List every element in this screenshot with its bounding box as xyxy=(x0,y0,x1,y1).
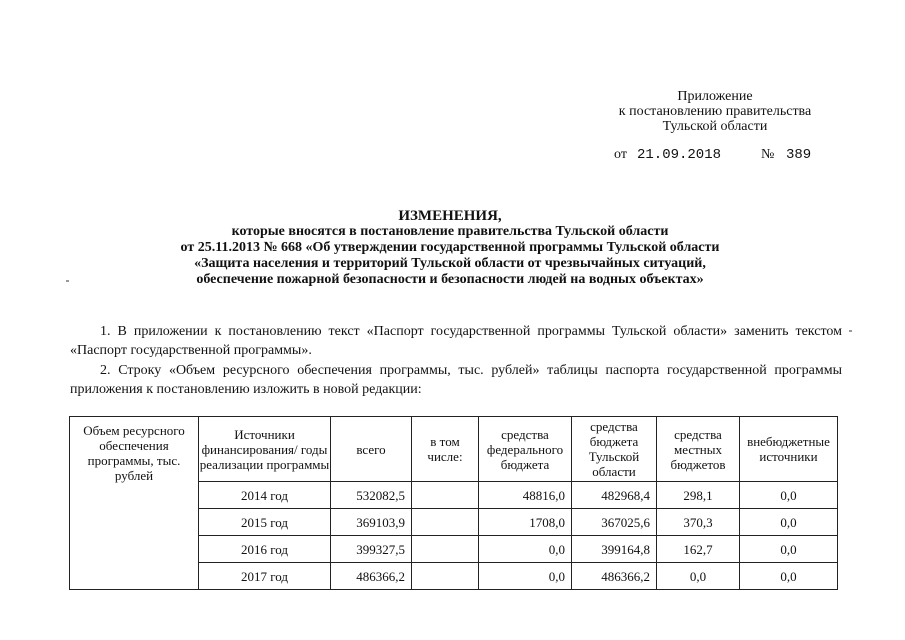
decree-number: 389 xyxy=(786,147,812,163)
row-label-cell: Объем ресурсного обеспечения программы, тыс. рублей xyxy=(70,417,199,590)
local-cell: 298,1 xyxy=(657,482,740,509)
regional-cell: 367025,6 xyxy=(572,509,657,536)
header-sources: Источники финансирования/ годы реализации программы xyxy=(199,417,331,482)
scan-speck xyxy=(66,280,69,282)
regional-cell: 482968,4 xyxy=(572,482,657,509)
federal-cell: 1708,0 xyxy=(479,509,572,536)
appendix-line-3: Тульской области xyxy=(662,119,768,134)
document-heading xyxy=(120,208,780,288)
header-including: в том числе: xyxy=(412,417,479,482)
header-regional: средства бюджета Тульской области xyxy=(572,417,657,482)
header-local: средства местных бюджетов xyxy=(657,417,740,482)
local-cell: 162,7 xyxy=(657,536,740,563)
local-cell: 370,3 xyxy=(657,509,740,536)
financing-table xyxy=(69,416,838,590)
year-cell: 2014 год xyxy=(199,482,331,509)
federal-cell: 0,0 xyxy=(479,536,572,563)
federal-cell: 48816,0 xyxy=(479,482,572,509)
federal-cell: 0,0 xyxy=(479,563,572,590)
paragraph-2 xyxy=(70,361,842,399)
regional-cell: 486366,2 xyxy=(572,563,657,590)
year-cell: 2015 год xyxy=(199,509,331,536)
heading-line-2: от 25.11.2013 № 668 «Об утверждении государственной программы Тульской области xyxy=(180,240,720,255)
including-cell xyxy=(412,536,479,563)
total-cell: 399327,5 xyxy=(331,536,412,563)
header-total: всего xyxy=(331,417,412,482)
heading-line-3: «Защита населения и территорий Тульской области от чрезвычайных ситуаций, xyxy=(194,256,706,271)
heading-line-4: обеспечение пожарной безопасности и безопасности людей на водных объектах» xyxy=(196,272,704,287)
paragraph-1 xyxy=(70,322,842,360)
paragraph-1-text: 1. В приложении к постановлению текст «Паспорт государственной программы Тульской области» заменить текстом «Паспорт государственной программы». xyxy=(70,324,842,358)
decree-date-label: от xyxy=(614,147,627,162)
scan-speck xyxy=(849,330,852,332)
total-cell: 486366,2 xyxy=(331,563,412,590)
header-federal: средства федерального бюджета xyxy=(479,417,572,482)
appendix-title: Приложение xyxy=(677,89,753,104)
extrabudget-cell: 0,0 xyxy=(740,509,838,536)
year-cell: 2016 год xyxy=(199,536,331,563)
paragraph-2-text: 2. Строку «Объем ресурсного обеспечения программы, тыс. рублей» таблицы паспорта государственной программы приложения к постановлению изложить в новой редакции: xyxy=(70,363,842,397)
total-cell: 369103,9 xyxy=(331,509,412,536)
including-cell xyxy=(412,482,479,509)
extrabudget-cell: 0,0 xyxy=(740,536,838,563)
regional-cell: 399164,8 xyxy=(572,536,657,563)
appendix-line-2: к постановлению правительства xyxy=(618,104,812,119)
extrabudget-cell: 0,0 xyxy=(740,563,838,590)
decree-number-label: № xyxy=(761,147,775,162)
total-cell: 532082,5 xyxy=(331,482,412,509)
decree-date: 21.09.2018 xyxy=(637,147,722,163)
local-cell: 0,0 xyxy=(657,563,740,590)
year-cell: 2017 год xyxy=(199,563,331,590)
including-cell xyxy=(412,509,479,536)
including-cell xyxy=(412,563,479,590)
heading-line-1: которые вносятся в постановление правительства Тульской области xyxy=(231,224,669,239)
table-header-row xyxy=(70,417,838,482)
heading-title: ИЗМЕНЕНИЯ, xyxy=(398,208,502,224)
extrabudget-cell: 0,0 xyxy=(740,482,838,509)
appendix-block xyxy=(600,89,830,134)
header-extrabudget: внебюджетные источники xyxy=(740,417,838,482)
